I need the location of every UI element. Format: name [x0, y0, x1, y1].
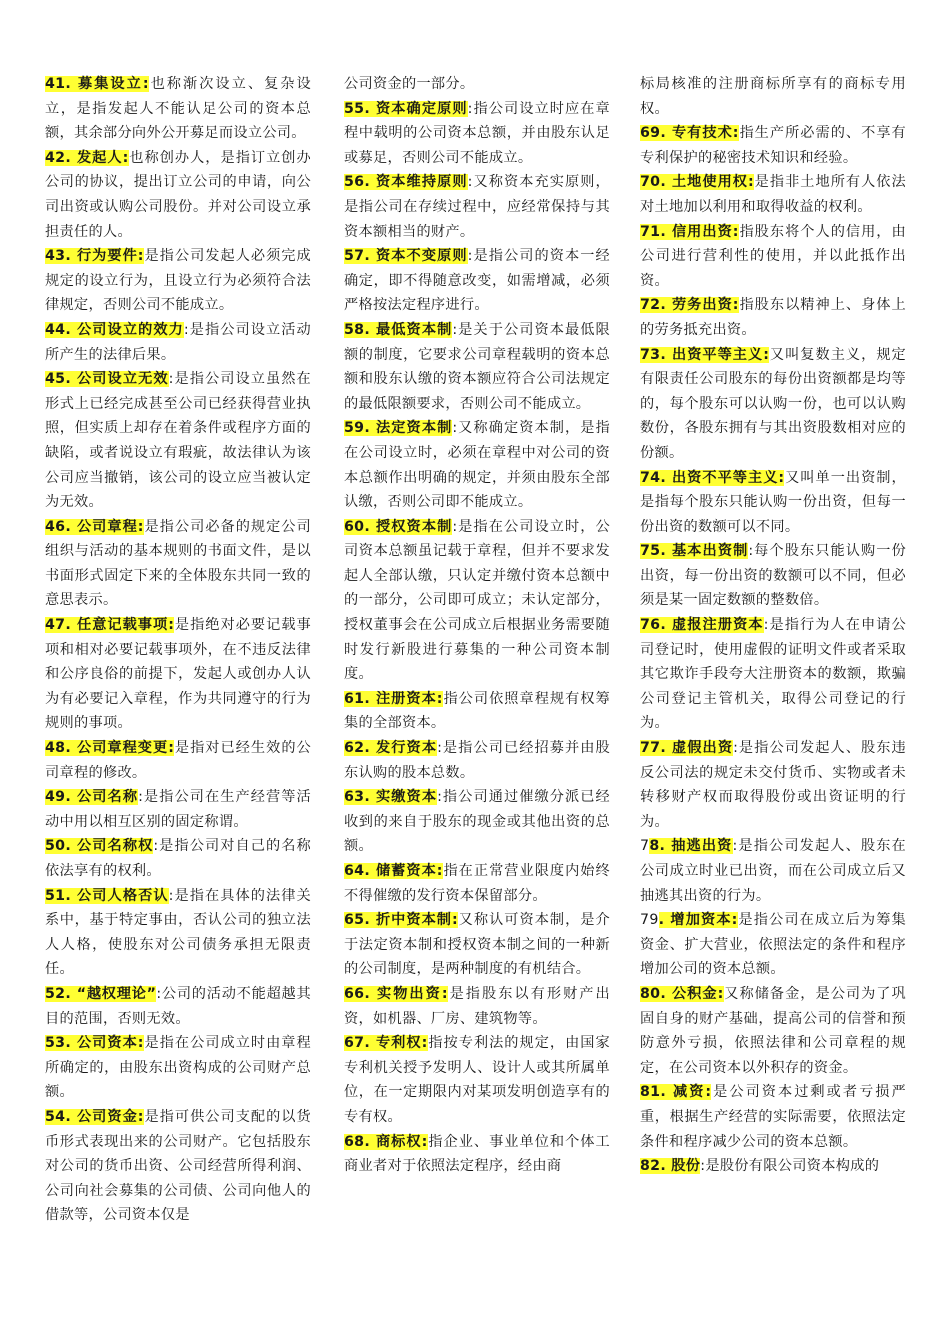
- entry-term: 82. 股份: [640, 1158, 701, 1175]
- entry-term: 67. 专利权:: [344, 1035, 428, 1052]
- entry-term: 63. 实缴资本: [344, 789, 438, 806]
- entry-term: 71. 信用出资:: [640, 223, 739, 240]
- entry-term: 52. “越权理论”: [45, 985, 157, 1002]
- entry-definition: 标局核准的注册商标所享有的商标专用权。: [640, 76, 906, 117]
- entry-term: 53. 公司资本:: [45, 1035, 144, 1052]
- glossary-entry: [344, 97, 610, 171]
- entry-term: 54. 公司资金:: [45, 1108, 144, 1125]
- entry-definition: 指公司依照章程规有权筹集的全部资本。: [344, 690, 610, 732]
- entry-definition: :每个股东只能认购一份出资，每一份出资的数额可以不同，但必须是某一固定数额的整数倍。: [640, 543, 906, 609]
- glossary-entry: [640, 121, 906, 170]
- entry-definition: :指公司设立时应在章程中载明的公司资本总额，并由股东认足或募足，否则公司不能成立。: [344, 100, 610, 166]
- entry-term: 51. 公司人格否认: [45, 887, 169, 904]
- entry-definition: 指股东将个人的信用，由公司进行营利性的使用，并以此抵作出资。: [640, 223, 906, 289]
- glossary-entry: [45, 613, 311, 736]
- entry-term: . 增加资本:: [658, 912, 738, 929]
- entry-term: 76. 虚报注册资本: [640, 617, 764, 634]
- entry-term: 61. 注册资本:: [344, 690, 443, 707]
- glossary-entry: [344, 244, 610, 318]
- entry-definition: :是指公司已经招募并由股东认购的股本总数。: [344, 740, 610, 781]
- glossary-entry: [45, 785, 311, 834]
- entry-definition: 也称渐次设立、复杂设立，是指发起人不能认足公司的资本总额，其余部分向外公开募足而设立公司。: [45, 76, 311, 142]
- glossary-entry: [45, 982, 311, 1031]
- entry-definition: 是指在公司成立时由章程所确定的，由股东出资构成的公司财产总额。: [45, 1035, 311, 1101]
- text-column-1: [45, 72, 311, 1228]
- entry-term: 48. 公司章程变更:: [45, 740, 175, 757]
- entry-definition: 指股东以精神上、身体上的劳务抵充出资。: [640, 297, 906, 338]
- glossary-entry: [640, 613, 906, 736]
- entry-term: 42. 发起人:: [45, 149, 129, 166]
- entry-term: 60. 授权资本制: [344, 518, 453, 535]
- glossary-entry: [45, 884, 311, 982]
- glossary-entry: [45, 367, 311, 515]
- entry-definition: 指按专利法的规定，由国家专利机关授予发明人、设计人或其所属单位，在一定期限内对某项发明创造享有的专有权。: [344, 1035, 610, 1125]
- entry-term: 65. 折中资本制:: [344, 912, 458, 929]
- glossary-entry: [640, 1154, 906, 1179]
- entry-definition: :是关于公司资本最低限额的制度，它要求公司章程载明的资本总额和股东认缴的资本额应符合公司法规定的最低限额要求，否则公司不能成立。: [344, 321, 610, 412]
- entry-term: 45. 公司设立无效: [45, 371, 169, 388]
- entry-definition: :又称资本充实原则，是指公司在存续过程中，应经常保持与其资本额相当的财产。: [344, 174, 610, 240]
- entry-prefix: 79: [640, 912, 659, 929]
- glossary-entry: [344, 736, 610, 785]
- entry-term: 80. 公积金:: [640, 985, 724, 1002]
- entry-definition: 指在正常营业限度内始终不得催缴的发行资本保留部分。: [344, 863, 610, 904]
- entry-definition: :是指公司在生产经营等活动中用以相互区别的固定称谓。: [45, 789, 311, 830]
- glossary-entry: [45, 146, 311, 244]
- entry-term: 58. 最低资本制: [344, 321, 453, 338]
- glossary-entry: [344, 982, 610, 1031]
- entry-definition: :是指公司发起人、股东在公司成立时业已出资，而在公司成立后又抽逃其出资的行为。: [640, 838, 906, 904]
- entry-term: 77. 虚假出资: [640, 740, 734, 757]
- text-column-2: [344, 72, 610, 1179]
- glossary-entry: [640, 539, 906, 613]
- entry-definition: 也称创办人，是指订立创办公司的协议，提出订立公司的申请，向公司出资或认购公司股份。并对公司设立承担责任的人。: [45, 149, 311, 240]
- entry-term: 49. 公司名称: [45, 789, 139, 806]
- entry-term: 56. 资本维持原则: [344, 174, 468, 191]
- glossary-entry: [344, 859, 610, 908]
- entry-term: 47. 任意记载事项:: [45, 617, 175, 634]
- entry-definition: 是指对已经生效的公司章程的修改。: [45, 740, 312, 781]
- glossary-entry: [45, 736, 311, 785]
- glossary-entry: [45, 318, 311, 367]
- entry-definition: 是指公司必备的规定公司组织与活动的基本规则的书面文件，是以书面形式固定下来的全体股东共同一致的意思表示。: [45, 518, 311, 609]
- glossary-entry: [344, 170, 610, 244]
- glossary-entry: [45, 72, 311, 146]
- entry-definition: 是指股东以有形财产出资，如机器、厂房、建筑物等。: [344, 985, 610, 1027]
- entry-definition: :是指公司对自己的名称依法享有的权利。: [45, 838, 311, 879]
- glossary-entry: [344, 1031, 610, 1129]
- entry-definition: 是指绝对必要记载事项和相对必要记载事项外，在不违反法律和公序良俗的前提下，发起人或创办人认为有必要记入章程，作为共同遵守的行为规则的事项。: [45, 617, 312, 732]
- entry-definition: 是指公司发起人必须完成规定的设立行为，且设立行为必须符合法律规定，否则公司不能成立。: [45, 248, 311, 314]
- glossary-entry: [45, 1105, 311, 1228]
- entry-term: 59. 法定资本制: [344, 420, 453, 437]
- entry-definition: 是公司资本过剩或者亏损严重，根据生产经营的实际需要，依照法定条件和程序减少公司的资本总额。: [640, 1084, 906, 1150]
- glossary-entry: [344, 318, 610, 416]
- glossary-entry: [344, 416, 610, 514]
- entry-term: 73. 出资平等主义:: [640, 346, 770, 363]
- entry-term: 69. 专有技术:: [640, 125, 739, 142]
- entry-term: 55. 资本确定原则: [344, 100, 468, 117]
- glossary-entry: [640, 220, 906, 294]
- entry-definition: :是指公司的资本一经确定，即不得随意改变，如需增减，必须严格按法定程序进行。: [344, 248, 610, 314]
- entry-definition: 又称认可资本制，是介于法定资本制和授权资本制之间的一种新的公司制度，是两种制度的有机结合。: [344, 912, 610, 978]
- glossary-entry: [640, 293, 906, 342]
- entry-term: 70. 土地使用权:: [640, 174, 754, 191]
- entry-term: 75. 基本出资制: [640, 543, 749, 560]
- glossary-entry: [640, 1080, 906, 1154]
- glossary-entry: [344, 72, 610, 97]
- glossary-entry: [45, 515, 311, 613]
- entry-definition: :是指公司设立虽然在形式上已经完成甚至公司已经获得营业执照，但实质上却存在着条件或程序方面的缺陷，或者说设立有瑕疵，故法律认为该公司应当撤销，该公司的设立应当被认定为无效。: [45, 371, 311, 511]
- entry-definition: :是指公司发起人、股东违反公司法的规定未交付货币、实物或者未转移财产权而取得股份或出资证明的行为。: [640, 740, 906, 830]
- glossary-entry: [45, 1031, 311, 1105]
- glossary-entry: [45, 244, 311, 318]
- entry-term: 43. 行为要件:: [45, 248, 144, 265]
- glossary-entry: [640, 834, 906, 908]
- entry-term: 81. 减资:: [640, 1084, 712, 1101]
- entry-definition: :公司的活动不能超越其目的范围，否则无效。: [45, 985, 311, 1027]
- entry-term: 8. 抽逃出资: [649, 838, 733, 855]
- entry-term: 62. 发行资本: [344, 740, 438, 757]
- glossary-entry: [45, 834, 311, 883]
- entry-definition: 又叫单一出资制，是指每个股东只能认购一份出资，但每一份出资的数额可以不同。: [640, 469, 906, 535]
- entry-definition: :是指公司设立活动所产生的法律后果。: [45, 321, 312, 363]
- glossary-entry: [640, 908, 906, 982]
- entry-term: 44. 公司设立的效力: [45, 321, 184, 338]
- entry-term: 41. 募集设立:: [45, 76, 149, 92]
- entry-definition: 又叫复数主义，规定有限责任公司股东的每份出资额都是均等的，每个股东可以认购一份，也可以认购数份，各股东拥有与其出资股数相对应的份额。: [640, 346, 907, 461]
- entry-definition: :又称确定资本制，是指在公司设立时，必须在章程中对公司的资本总额作出明确的规定，并须由股东全部认缴，否则公司即不能成立。: [344, 420, 610, 511]
- glossary-entry: [344, 785, 610, 859]
- entry-term: 72. 劳务出资:: [640, 297, 739, 314]
- entry-prefix: 7: [640, 838, 650, 855]
- glossary-entry: [640, 343, 906, 466]
- glossary-entry: [344, 687, 610, 736]
- entry-term: 57. 资本不变原则: [344, 248, 468, 265]
- glossary-entry: [640, 170, 906, 219]
- text-column-3: [640, 72, 906, 1179]
- entry-term: 46. 公司章程:: [45, 518, 144, 535]
- entry-term: 50. 公司名称权: [45, 838, 154, 855]
- entry-definition: :是指在具体的法律关系中，基于特定事由，否认公司的独立法人人格，使股东对公司债务承担无限责任。: [45, 887, 311, 978]
- entry-definition: 指企业、事业单位和个体工商业者对于依照法定程序，经由商: [344, 1133, 610, 1175]
- entry-definition: 是指公司在成立后为筹集资金、扩大营业，依照法定的条件和程序增加公司的资本总额。: [640, 912, 906, 978]
- entry-definition: 是指非土地所有人依法对土地加以利用和取得收益的权利。: [640, 174, 906, 215]
- entry-definition: 指生产所必需的、不享有专利保护的秘密技术知识和经验。: [640, 125, 906, 166]
- entry-definition: :指公司通过催缴分派已经收到的来自于股东的现金或其他出资的总额。: [344, 789, 610, 855]
- entry-definition: :是指在公司设立时，公司资本总额虽记载于章程，但并不要求发起人全部认缴，只认定并缴付资本总额中的一部分，公司即可成立；未认定部分，授权董事会在公司成立后根据业务需要随时发行新股进行募集的一种公司资本制度。: [344, 518, 610, 683]
- glossary-entry: [640, 736, 906, 834]
- glossary-entry: [640, 72, 906, 121]
- glossary-entry: [640, 982, 906, 1080]
- entry-term: 66. 实物出资:: [344, 985, 448, 1002]
- entry-term: 74. 出资不平等主义:: [640, 469, 785, 486]
- glossary-entry: [344, 908, 610, 982]
- entry-term: 68. 商标权:: [344, 1133, 428, 1150]
- entry-definition: :是指行为人在申请公司登记时，使用虚假的证明文件或者采取其它欺诈手段夸大注册资本的数额，欺骗公司登记主管机关，取得公司登记的行为。: [640, 617, 906, 732]
- glossary-entry: [640, 466, 906, 540]
- entry-definition: 又称储备金，是公司为了巩固自身的财产基础，提高公司的信誉和预防意外亏损，依照法律和公司章程的规定，在公司资本以外积存的资金。: [640, 985, 906, 1076]
- entry-term: 64. 储蓄资本:: [344, 863, 443, 879]
- entry-definition: 公司资金的一部分。: [344, 76, 475, 92]
- glossary-entry: [344, 515, 610, 687]
- entry-definition: 是指可供公司支配的以货币形式表现出来的公司财产。它包括股东对公司的货币出资、公司经营所得利润、公司向社会募集的公司债、公司向他人的借款等，公司资本仅是: [45, 1108, 311, 1224]
- glossary-entry: [344, 1130, 610, 1179]
- entry-definition: :是股份有限公司资本构成的: [700, 1158, 880, 1175]
